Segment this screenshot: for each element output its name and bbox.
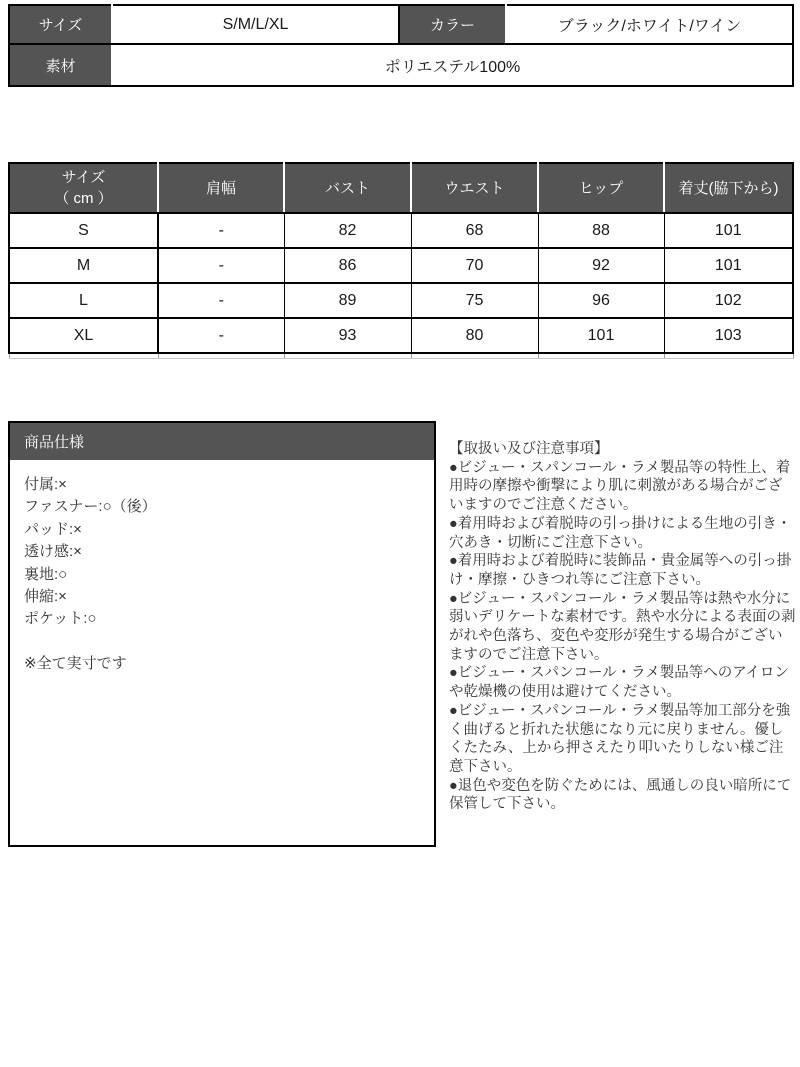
cell-waist: 68 bbox=[411, 213, 538, 248]
care-note-bullet: ●ビジュー・スパンコール・ラメ製品等加工部分を強く曲げると折れた状態になり元に戻りません。優しくたたみ、上から押さえたり叩いたりしない様ご注意下さい。 bbox=[449, 702, 791, 775]
cell-bust: 93 bbox=[284, 318, 411, 353]
col-header-hip: ヒップ bbox=[538, 163, 664, 213]
care-note-bullet: ●ビジュー・スパンコール・ラメ製品等は熱や水分に弱いデリケートな素材です。熱や水分による表面の剥がれや色落ち、変色や変形が発生する場合がございますのでご注意下さい。 bbox=[449, 590, 796, 663]
cell-size: L bbox=[9, 283, 158, 318]
cell-shoulder: - bbox=[158, 248, 284, 283]
product-spec-title: 商品仕様 bbox=[10, 423, 434, 460]
col-header-shoulder: 肩幅 bbox=[158, 163, 284, 213]
size-chart-row-xl bbox=[9, 318, 793, 353]
cell-bust: 82 bbox=[284, 213, 411, 248]
cell-hip: 92 bbox=[538, 248, 664, 283]
cell-bust: 86 bbox=[284, 248, 411, 283]
care-note-bullet: ●ビジュー・スパンコール・ラメ製品等へのアイロンや乾燥機の使用は避けてください。 bbox=[449, 665, 789, 701]
cell-length: 101 bbox=[664, 248, 793, 283]
col-header-size-line2: （ cm ） bbox=[54, 190, 113, 207]
size-value-cell: S/M/L/XL bbox=[112, 5, 399, 44]
cell-length: 101 bbox=[664, 213, 793, 248]
product-info-row-material bbox=[9, 44, 793, 86]
col-header-waist: ウエスト bbox=[411, 163, 538, 213]
spec-note-actual-measurement: ※全て実寸です bbox=[24, 654, 127, 672]
col-header-bust: バスト bbox=[284, 163, 411, 213]
material-label-cell: 素材 bbox=[9, 44, 112, 86]
size-chart-table bbox=[8, 162, 794, 359]
color-label-cell: カラー bbox=[399, 5, 506, 44]
cell-shoulder: - bbox=[158, 283, 284, 318]
size-chart-row-m bbox=[9, 248, 793, 283]
spec-item-fastener: ファスナー:○（後） bbox=[24, 498, 157, 516]
product-info-row-size-color bbox=[9, 5, 793, 44]
cell-shoulder: - bbox=[158, 213, 284, 248]
cell-waist: 80 bbox=[411, 318, 538, 353]
product-spec-box bbox=[8, 421, 436, 847]
care-notes-section bbox=[449, 440, 796, 814]
care-note-bullet: ●着用時および着脱時の引っ掛けによる生地の引き・穴あき・切断にご注意下さい。 bbox=[449, 515, 792, 551]
spec-item-sheerness: 透け感:× bbox=[24, 543, 82, 561]
size-chart-row-s bbox=[9, 213, 793, 248]
col-header-size bbox=[9, 163, 158, 213]
cell-bust: 89 bbox=[284, 283, 411, 318]
cell-waist: 75 bbox=[411, 283, 538, 318]
cell-hip: 96 bbox=[538, 283, 664, 318]
cell-waist: 70 bbox=[411, 248, 538, 283]
spec-item-accessory: 付属:× bbox=[24, 476, 67, 493]
spec-item-pocket: ポケット:○ bbox=[24, 610, 97, 628]
material-value-cell: ポリエステル100% bbox=[112, 44, 793, 86]
color-value-cell: ブラック/ホワイト/ワイン bbox=[506, 5, 793, 44]
size-chart-header-row bbox=[9, 163, 793, 213]
spec-item-pad: パッド:× bbox=[24, 520, 82, 538]
cell-length: 103 bbox=[664, 318, 793, 353]
cell-hip: 88 bbox=[538, 213, 664, 248]
product-spec-body bbox=[10, 460, 434, 675]
col-header-length: 着丈(脇下から) bbox=[664, 163, 793, 213]
size-label-cell: サイズ bbox=[9, 5, 112, 44]
spec-item-stretch: 伸縮:× bbox=[24, 588, 67, 606]
care-note-bullet: ●ビジュー・スパンコール・ラメ製品等の特性上、着用時の摩擦や衝撃により肌に刺激がある場合がございますのでご注意ください。 bbox=[449, 459, 791, 514]
cell-length: 102 bbox=[664, 283, 793, 318]
cell-size: S bbox=[9, 213, 158, 248]
cell-shoulder: - bbox=[158, 318, 284, 353]
col-header-size-line1: サイズ bbox=[61, 169, 106, 186]
care-note-bullet: ●着用時および着脱時に装飾品・貴金属等への引っ掛け・摩擦・ひきつれ等にご注意下さい。 bbox=[449, 553, 792, 588]
care-note-bullet: ●退色や変色を防ぐためには、風通しの良い暗所にて保管して下さい。 bbox=[449, 777, 792, 813]
size-chart-row-l bbox=[9, 283, 793, 318]
care-notes-title: 【取扱い及び注意事項】 bbox=[449, 441, 609, 457]
size-chart-clipped-row bbox=[9, 353, 793, 359]
product-info-table bbox=[8, 4, 794, 87]
cell-size: M bbox=[9, 248, 158, 283]
cell-hip: 101 bbox=[538, 318, 664, 353]
cell-size: XL bbox=[9, 318, 158, 353]
spec-item-lining: 裏地:○ bbox=[24, 565, 68, 583]
